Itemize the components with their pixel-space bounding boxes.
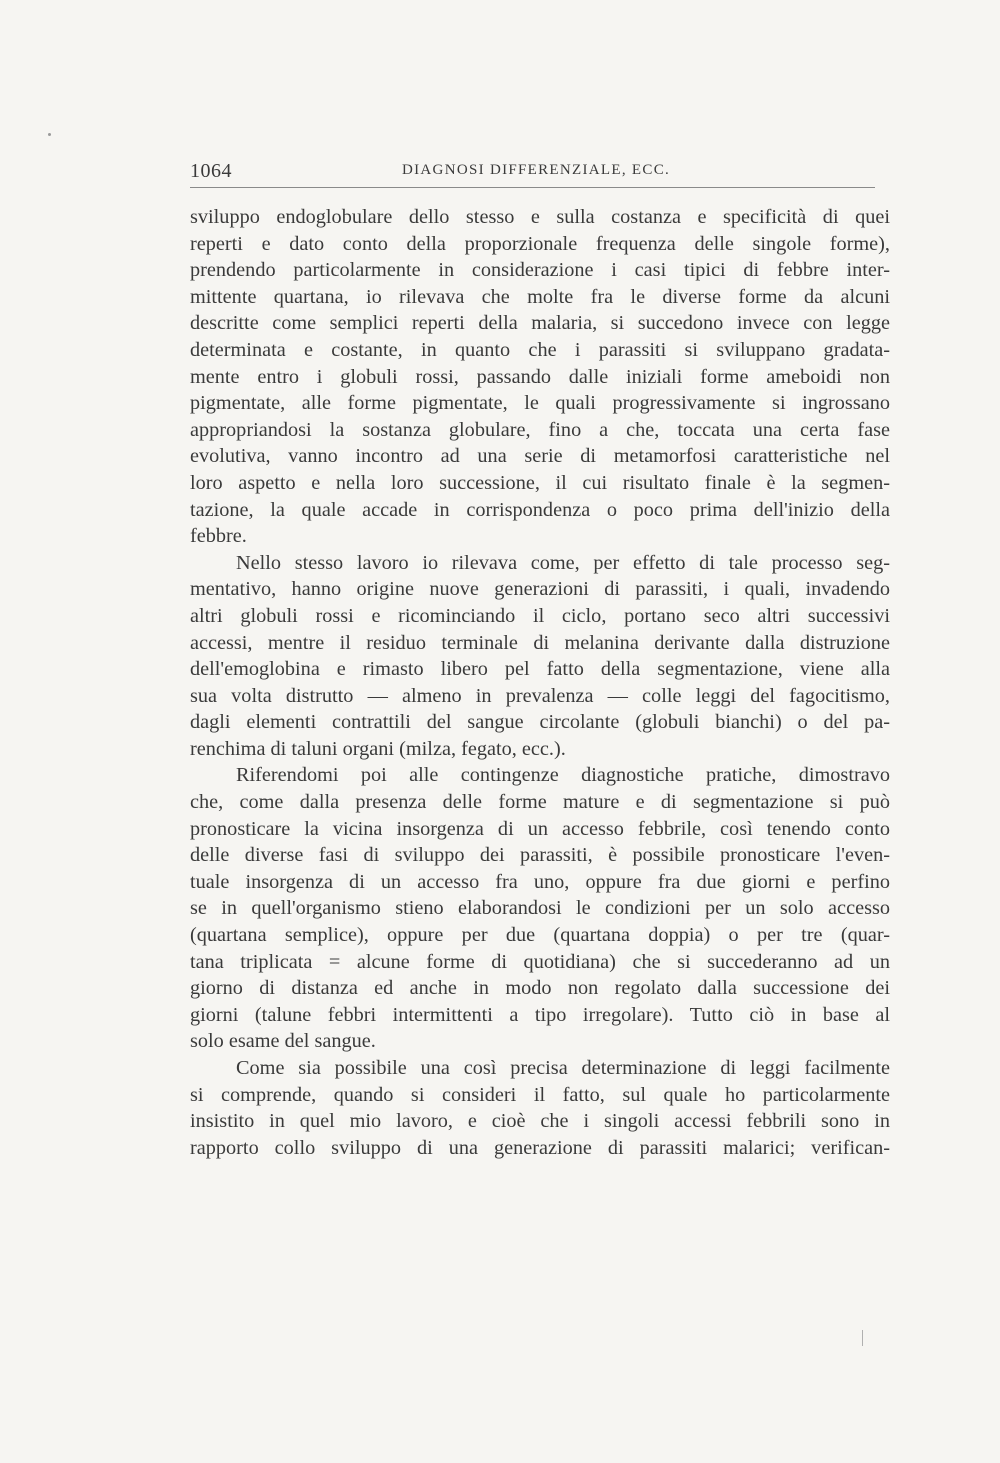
text-line: rapporto collo sviluppo di una generazione di parassiti malarici; verifican- — [190, 1136, 890, 1159]
paper-speck — [48, 133, 51, 136]
text-line: renchima di taluni organi (milza, fegato, ecc.). — [190, 737, 566, 760]
text-line: mentativo, hanno origine nuove generazioni di parassiti, i quali, invadendo — [190, 578, 890, 601]
text-line: giorni (talune febbri intermittenti a tipo irregolare). Tutto ciò in base al — [190, 1003, 890, 1026]
text-line: Nello stesso lavoro io rilevava come, per effetto di tale processo seg- — [236, 551, 890, 574]
text-line: appropriandosi la sostanza globulare, fino a che, toccata una certa fase — [190, 418, 890, 441]
text-line: giorno di distanza ed anche in modo non regolato dalla successione dei — [190, 977, 890, 1000]
text-line: dell'emoglobina e rimasto libero pel fatto della segmentazione, viene alla — [190, 658, 890, 681]
text-line: Come sia possibile una così precisa determinazione di leggi facilmente — [236, 1057, 890, 1079]
text-line: pronosticare la vicina insorgenza di un accesso febbrile, così tenendo conto — [190, 817, 890, 840]
paper-mark — [862, 1330, 863, 1346]
text-line: dagli elementi contrattili del sangue circolante (globuli bianchi) o del pa- — [190, 711, 890, 734]
text-line: solo esame del sangue. — [190, 1030, 376, 1053]
header-rule — [190, 187, 875, 188]
paragraph — [190, 762, 890, 1055]
page-number: 1064 — [190, 160, 232, 182]
text-line: tuale insorgenza di un accesso fra uno, oppure fra due giorni e perfino — [190, 870, 890, 893]
text-line: che, come dalla presenza delle forme mature e di segmentazione si può — [190, 791, 890, 814]
paragraph — [190, 204, 890, 550]
text-line: sviluppo endoglobulare dello stesso e sulla costanza e specificità di quei — [190, 206, 890, 228]
text-line: Riferendomi poi alle contingenze diagnostiche pratiche, dimostravo — [236, 764, 890, 787]
text-line: delle diverse fasi di sviluppo dei parassiti, è possibile pronosticare l'even- — [190, 844, 890, 867]
text-line: si comprende, quando si consideri il fatto, sul quale ho particolarmente — [190, 1083, 890, 1106]
text-line: altri globuli rossi e ricominciando il ciclo, portano seco altri successivi — [190, 604, 890, 627]
text-line: determinata e costante, in quanto che i parassiti si sviluppano gradata- — [190, 338, 890, 361]
running-head: DIAGNOSI DIFFERENZIALE, ECC. — [402, 162, 671, 178]
text-line: accessi, mentre il residuo terminale di melanina derivante dalla distruzione — [190, 631, 890, 654]
paragraph — [190, 1055, 890, 1161]
page-header — [190, 160, 890, 188]
text-line: tana triplicata = alcune forme di quotidiana) che si succederanno ad un — [190, 950, 890, 973]
text-line: se in quell'organismo stieno elaborandosi le condizioni per un solo accesso — [190, 897, 890, 920]
text-line: mittente quartana, io rilevava che molte fra le diverse forme da alcuni — [190, 285, 890, 308]
text-line: (quartana semplice), oppure per due (quartana doppia) o per tre (quar- — [190, 924, 890, 947]
body-text — [190, 204, 890, 1161]
paragraph — [190, 550, 890, 763]
text-line: prendendo particolarmente in considerazione i casi tipici di febbre inter- — [190, 259, 890, 282]
text-line: evolutiva, vanno incontro ad una serie di metamorfosi caratteristiche nel — [190, 445, 890, 468]
text-line: mente entro i globuli rossi, passando dalle iniziali forme ameboidi non — [190, 365, 890, 388]
text-line: loro aspetto e nella loro successione, il cui risultato finale è la segmen- — [190, 471, 890, 494]
text-line: febbre. — [190, 525, 247, 548]
text-line: descritte come semplici reperti della malaria, si succedono invece con legge — [190, 312, 890, 335]
text-line: insistito in quel mio lavoro, e cioè che i singoli accessi febbrili sono in — [190, 1110, 890, 1133]
text-line: pigmentate, alle forme pigmentate, le quali progressivamente si ingrossano — [190, 392, 890, 415]
text-line: tazione, la quale accade in corrispondenza o poco prima dell'inizio della — [190, 498, 890, 521]
text-line: reperti e dato conto della proporzionale frequenza delle singole forme), — [190, 232, 890, 255]
text-line: sua volta distrutto — almeno in prevalenza — colle leggi del fagocitismo, — [190, 684, 890, 707]
